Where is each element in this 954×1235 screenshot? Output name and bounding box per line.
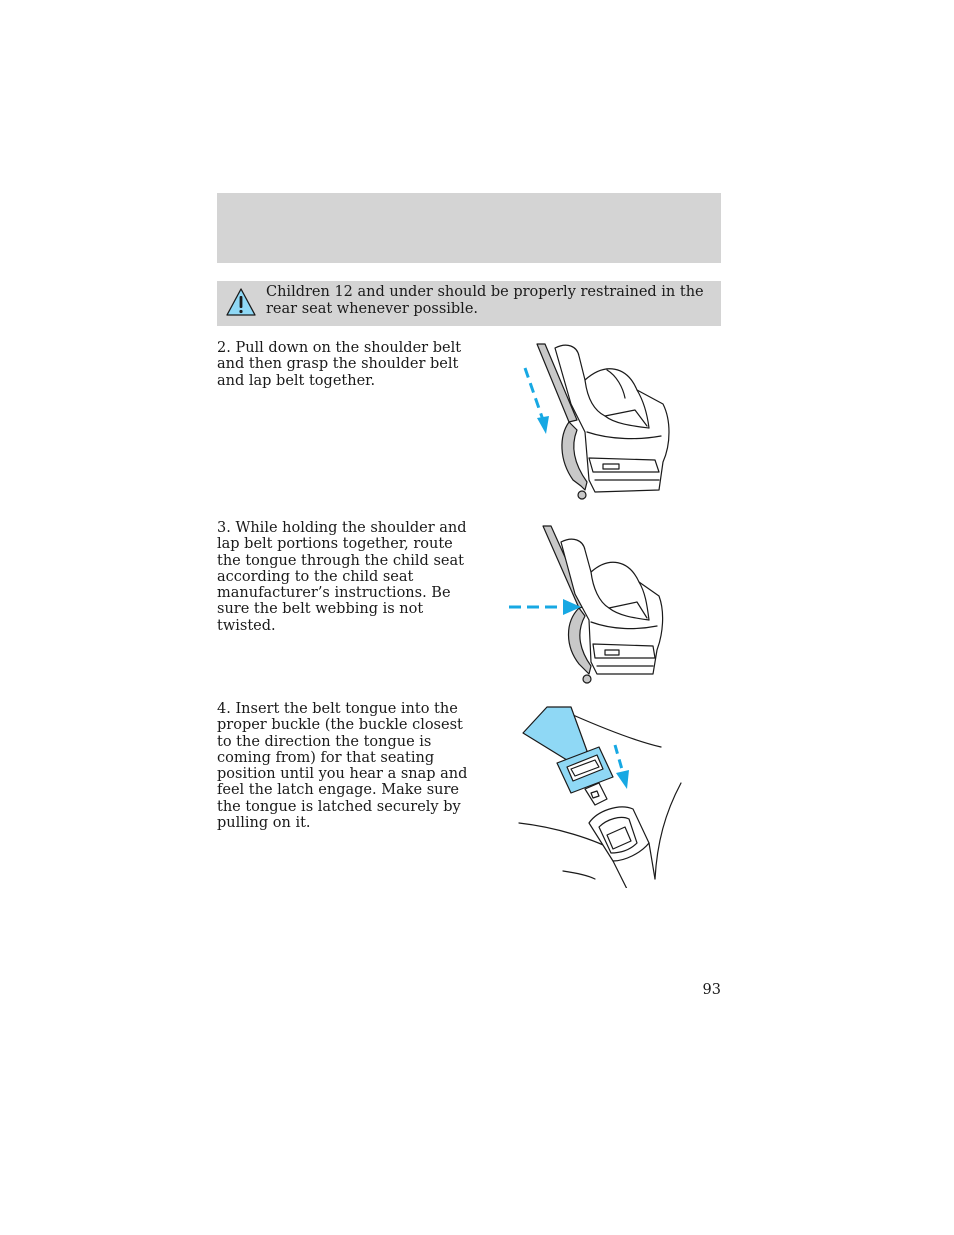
warning-box xyxy=(217,281,721,326)
child-seat-route-belt-illustration xyxy=(505,522,670,687)
step-3-text: 3. While holding the shoulder and lap belt portions together, route the tongue through the child seat according to the child seat manufacturer’s instructions. Be sure the belt webbing is not twisted. xyxy=(217,520,467,634)
warning-text: Children 12 and under should be properly restrained in the rear seat whenever possible. xyxy=(266,284,704,317)
header-band xyxy=(217,193,721,263)
child-seat-pull-belt-illustration xyxy=(515,340,680,505)
page-number: 93 xyxy=(702,982,721,998)
warning-triangle-icon xyxy=(225,287,257,317)
step-4-text: 4. Insert the belt tongue into the proper buckle (the buckle closest to the direction the tongue is coming from) for that seating position until you hear a snap and feel the latch engage. Make sure the tongue is latched securely by pulling on it. xyxy=(217,701,468,832)
step-2-text: 2. Pull down on the shoulder belt and then grasp the shoulder belt and lap belt together. xyxy=(217,340,462,389)
belt-tongue-buckle-illustration xyxy=(515,703,690,888)
